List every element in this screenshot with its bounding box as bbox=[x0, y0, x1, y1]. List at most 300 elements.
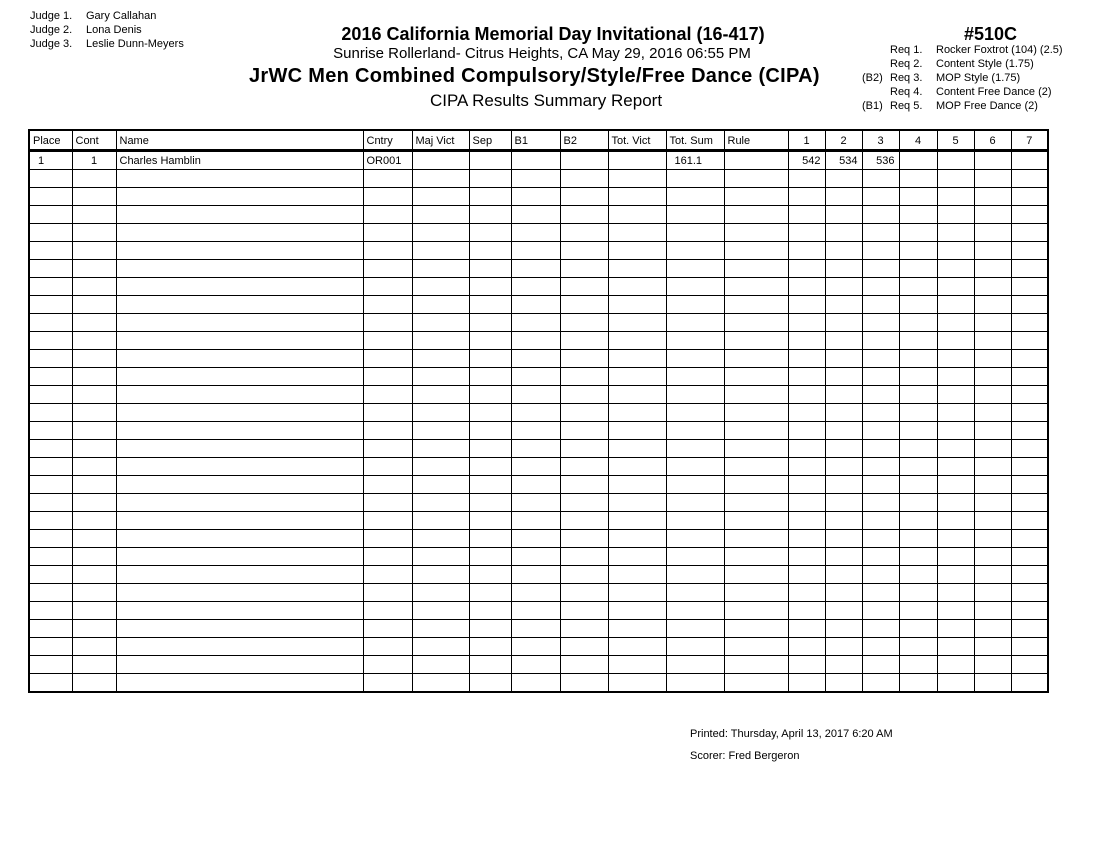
empty-cell bbox=[862, 512, 899, 530]
empty-cell bbox=[724, 512, 788, 530]
empty-cell bbox=[937, 548, 974, 566]
empty-cell bbox=[608, 260, 666, 278]
empty-cell bbox=[825, 422, 862, 440]
empty-cell bbox=[1011, 386, 1048, 404]
empty-cell bbox=[469, 638, 511, 656]
empty-cell bbox=[511, 386, 560, 404]
table-row-empty bbox=[29, 206, 1048, 224]
empty-cell bbox=[724, 350, 788, 368]
cell-sep bbox=[469, 151, 511, 170]
empty-cell bbox=[72, 332, 116, 350]
table-row-empty bbox=[29, 440, 1048, 458]
table-row-empty bbox=[29, 332, 1048, 350]
empty-cell bbox=[1011, 512, 1048, 530]
empty-cell bbox=[412, 494, 469, 512]
empty-cell bbox=[724, 224, 788, 242]
empty-cell bbox=[899, 674, 937, 693]
empty-cell bbox=[72, 422, 116, 440]
empty-cell bbox=[974, 404, 1011, 422]
empty-cell bbox=[412, 188, 469, 206]
empty-cell bbox=[116, 170, 363, 188]
empty-cell bbox=[412, 170, 469, 188]
empty-cell bbox=[412, 548, 469, 566]
empty-cell bbox=[974, 458, 1011, 476]
judge-label: Judge 3. bbox=[30, 38, 73, 50]
empty-cell bbox=[666, 206, 724, 224]
empty-cell bbox=[666, 656, 724, 674]
empty-cell bbox=[116, 404, 363, 422]
empty-cell bbox=[469, 440, 511, 458]
empty-cell bbox=[469, 494, 511, 512]
empty-cell bbox=[363, 224, 412, 242]
empty-cell bbox=[560, 350, 608, 368]
empty-cell bbox=[724, 188, 788, 206]
empty-cell bbox=[608, 548, 666, 566]
empty-cell bbox=[116, 386, 363, 404]
col-name: Name bbox=[116, 130, 363, 151]
table-row-empty bbox=[29, 548, 1048, 566]
empty-cell bbox=[363, 656, 412, 674]
empty-cell bbox=[116, 584, 363, 602]
empty-cell bbox=[974, 350, 1011, 368]
cell-judge-6 bbox=[974, 151, 1011, 170]
empty-cell bbox=[363, 620, 412, 638]
empty-cell bbox=[560, 530, 608, 548]
empty-cell bbox=[899, 656, 937, 674]
empty-cell bbox=[974, 206, 1011, 224]
empty-cell bbox=[788, 476, 825, 494]
empty-cell bbox=[72, 350, 116, 368]
empty-cell bbox=[116, 602, 363, 620]
empty-cell bbox=[862, 170, 899, 188]
empty-cell bbox=[412, 260, 469, 278]
table-row-empty bbox=[29, 296, 1048, 314]
empty-cell bbox=[560, 422, 608, 440]
empty-cell bbox=[724, 332, 788, 350]
empty-cell bbox=[724, 476, 788, 494]
empty-cell bbox=[363, 314, 412, 332]
empty-cell bbox=[724, 584, 788, 602]
empty-cell bbox=[511, 440, 560, 458]
empty-cell bbox=[937, 404, 974, 422]
empty-cell bbox=[511, 242, 560, 260]
empty-cell bbox=[412, 224, 469, 242]
empty-cell bbox=[511, 530, 560, 548]
empty-cell bbox=[937, 314, 974, 332]
empty-cell bbox=[29, 584, 72, 602]
cell-cont: 1 bbox=[72, 151, 116, 170]
empty-cell bbox=[666, 188, 724, 206]
empty-cell bbox=[899, 440, 937, 458]
empty-cell bbox=[788, 638, 825, 656]
empty-cell bbox=[29, 296, 72, 314]
empty-cell bbox=[666, 530, 724, 548]
table-row-empty bbox=[29, 494, 1048, 512]
judge-label: Judge 1. bbox=[30, 10, 73, 22]
empty-cell bbox=[666, 566, 724, 584]
empty-cell bbox=[72, 224, 116, 242]
empty-cell bbox=[560, 476, 608, 494]
empty-cell bbox=[1011, 206, 1048, 224]
empty-cell bbox=[469, 350, 511, 368]
empty-cell bbox=[974, 278, 1011, 296]
empty-cell bbox=[116, 548, 363, 566]
empty-cell bbox=[608, 188, 666, 206]
table-row-empty bbox=[29, 530, 1048, 548]
empty-cell bbox=[116, 458, 363, 476]
empty-cell bbox=[724, 602, 788, 620]
empty-cell bbox=[666, 476, 724, 494]
empty-cell bbox=[363, 566, 412, 584]
req-text: Content Style (1.75) bbox=[936, 58, 1034, 70]
empty-cell bbox=[1011, 242, 1048, 260]
empty-cell bbox=[29, 494, 72, 512]
empty-cell bbox=[937, 458, 974, 476]
empty-cell bbox=[666, 512, 724, 530]
empty-cell bbox=[72, 602, 116, 620]
empty-cell bbox=[862, 296, 899, 314]
table-row-empty bbox=[29, 242, 1048, 260]
empty-cell bbox=[666, 584, 724, 602]
empty-cell bbox=[974, 530, 1011, 548]
empty-cell bbox=[937, 332, 974, 350]
table-row-empty bbox=[29, 350, 1048, 368]
empty-cell bbox=[72, 476, 116, 494]
empty-cell bbox=[363, 530, 412, 548]
empty-cell bbox=[412, 368, 469, 386]
empty-cell bbox=[608, 584, 666, 602]
empty-cell bbox=[825, 566, 862, 584]
empty-cell bbox=[29, 386, 72, 404]
empty-cell bbox=[899, 422, 937, 440]
empty-cell bbox=[469, 656, 511, 674]
empty-cell bbox=[937, 512, 974, 530]
empty-cell bbox=[825, 476, 862, 494]
empty-cell bbox=[511, 548, 560, 566]
table-row-empty bbox=[29, 476, 1048, 494]
empty-cell bbox=[899, 602, 937, 620]
col-judge-6: 6 bbox=[974, 130, 1011, 151]
empty-cell bbox=[72, 260, 116, 278]
empty-cell bbox=[666, 242, 724, 260]
empty-cell bbox=[937, 602, 974, 620]
requirements-list bbox=[862, 43, 1063, 113]
empty-cell bbox=[412, 404, 469, 422]
col-place: Place bbox=[29, 130, 72, 151]
empty-cell bbox=[1011, 530, 1048, 548]
empty-cell bbox=[511, 314, 560, 332]
empty-cell bbox=[825, 512, 862, 530]
empty-cell bbox=[29, 656, 72, 674]
cell-cntry: OR001 bbox=[363, 151, 412, 170]
empty-cell bbox=[72, 530, 116, 548]
empty-cell bbox=[666, 332, 724, 350]
empty-cell bbox=[469, 476, 511, 494]
req-flag: (B1) bbox=[862, 100, 883, 112]
empty-cell bbox=[862, 332, 899, 350]
empty-cell bbox=[825, 224, 862, 242]
empty-cell bbox=[724, 494, 788, 512]
empty-cell bbox=[608, 368, 666, 386]
empty-cell bbox=[788, 404, 825, 422]
empty-cell bbox=[469, 386, 511, 404]
empty-cell bbox=[608, 656, 666, 674]
empty-cell bbox=[608, 170, 666, 188]
empty-cell bbox=[899, 620, 937, 638]
empty-cell bbox=[862, 422, 899, 440]
empty-cell bbox=[974, 368, 1011, 386]
empty-cell bbox=[937, 638, 974, 656]
empty-cell bbox=[412, 314, 469, 332]
results-table bbox=[28, 129, 1049, 693]
empty-cell bbox=[788, 620, 825, 638]
empty-cell bbox=[937, 350, 974, 368]
empty-cell bbox=[72, 170, 116, 188]
empty-cell bbox=[116, 368, 363, 386]
empty-cell bbox=[72, 296, 116, 314]
empty-cell bbox=[862, 350, 899, 368]
empty-cell bbox=[29, 170, 72, 188]
empty-cell bbox=[937, 206, 974, 224]
req-text: MOP Style (1.75) bbox=[936, 72, 1021, 84]
empty-cell bbox=[469, 188, 511, 206]
empty-cell bbox=[974, 242, 1011, 260]
empty-cell bbox=[1011, 620, 1048, 638]
empty-cell bbox=[469, 404, 511, 422]
empty-cell bbox=[469, 206, 511, 224]
empty-cell bbox=[560, 332, 608, 350]
requirement-2 bbox=[862, 57, 1063, 71]
empty-cell bbox=[511, 368, 560, 386]
empty-cell bbox=[608, 404, 666, 422]
table-row-empty bbox=[29, 278, 1048, 296]
col-judge-2: 2 bbox=[825, 130, 862, 151]
empty-cell bbox=[1011, 404, 1048, 422]
empty-cell bbox=[412, 332, 469, 350]
col-judge-1: 1 bbox=[788, 130, 825, 151]
empty-cell bbox=[825, 332, 862, 350]
empty-cell bbox=[724, 674, 788, 693]
empty-cell bbox=[825, 602, 862, 620]
table-row-empty bbox=[29, 170, 1048, 188]
cell-judge-1: 542 bbox=[788, 151, 825, 170]
empty-cell bbox=[899, 206, 937, 224]
empty-cell bbox=[937, 278, 974, 296]
printed-timestamp: Printed: Thursday, April 13, 2017 6:20 AM bbox=[690, 728, 893, 740]
empty-cell bbox=[825, 242, 862, 260]
col-judge-3: 3 bbox=[862, 130, 899, 151]
empty-cell bbox=[608, 350, 666, 368]
empty-cell bbox=[1011, 602, 1048, 620]
empty-cell bbox=[862, 566, 899, 584]
empty-cell bbox=[560, 512, 608, 530]
empty-cell bbox=[412, 566, 469, 584]
empty-cell bbox=[937, 440, 974, 458]
empty-cell bbox=[116, 512, 363, 530]
empty-cell bbox=[937, 674, 974, 693]
empty-cell bbox=[469, 260, 511, 278]
table-row-empty bbox=[29, 422, 1048, 440]
empty-cell bbox=[1011, 458, 1048, 476]
table-row bbox=[29, 151, 1048, 170]
empty-cell bbox=[937, 494, 974, 512]
empty-cell bbox=[899, 494, 937, 512]
empty-cell bbox=[469, 242, 511, 260]
empty-cell bbox=[724, 296, 788, 314]
empty-cell bbox=[825, 260, 862, 278]
empty-cell bbox=[724, 404, 788, 422]
empty-cell bbox=[899, 260, 937, 278]
empty-cell bbox=[363, 368, 412, 386]
empty-cell bbox=[116, 278, 363, 296]
empty-cell bbox=[825, 458, 862, 476]
table-row-empty bbox=[29, 188, 1048, 206]
empty-cell bbox=[899, 278, 937, 296]
empty-cell bbox=[560, 620, 608, 638]
empty-cell bbox=[724, 638, 788, 656]
empty-cell bbox=[862, 458, 899, 476]
empty-cell bbox=[116, 350, 363, 368]
empty-cell bbox=[899, 188, 937, 206]
empty-cell bbox=[608, 296, 666, 314]
empty-cell bbox=[511, 224, 560, 242]
empty-cell bbox=[511, 296, 560, 314]
empty-cell bbox=[608, 386, 666, 404]
empty-cell bbox=[72, 548, 116, 566]
empty-cell bbox=[511, 422, 560, 440]
empty-cell bbox=[724, 440, 788, 458]
empty-cell bbox=[511, 458, 560, 476]
empty-cell bbox=[560, 260, 608, 278]
empty-cell bbox=[666, 440, 724, 458]
empty-cell bbox=[937, 188, 974, 206]
empty-cell bbox=[666, 602, 724, 620]
empty-cell bbox=[560, 566, 608, 584]
empty-cell bbox=[560, 314, 608, 332]
empty-cell bbox=[1011, 350, 1048, 368]
empty-cell bbox=[363, 332, 412, 350]
empty-cell bbox=[412, 476, 469, 494]
empty-cell bbox=[788, 386, 825, 404]
cell-maj-vict bbox=[412, 151, 469, 170]
empty-cell bbox=[29, 314, 72, 332]
empty-cell bbox=[560, 188, 608, 206]
empty-cell bbox=[1011, 224, 1048, 242]
table-row-empty bbox=[29, 386, 1048, 404]
empty-cell bbox=[788, 602, 825, 620]
req-label: Req 3. bbox=[890, 72, 923, 84]
empty-cell bbox=[363, 584, 412, 602]
empty-cell bbox=[363, 170, 412, 188]
empty-cell bbox=[788, 494, 825, 512]
empty-cell bbox=[899, 530, 937, 548]
empty-cell bbox=[788, 278, 825, 296]
empty-cell bbox=[666, 350, 724, 368]
empty-cell bbox=[825, 296, 862, 314]
empty-cell bbox=[363, 350, 412, 368]
empty-cell bbox=[788, 440, 825, 458]
table-row-empty bbox=[29, 674, 1048, 693]
empty-cell bbox=[412, 242, 469, 260]
empty-cell bbox=[666, 638, 724, 656]
requirement-1 bbox=[862, 43, 1063, 57]
empty-cell bbox=[560, 440, 608, 458]
cell-tot-vict bbox=[608, 151, 666, 170]
empty-cell bbox=[1011, 296, 1048, 314]
empty-cell bbox=[608, 674, 666, 693]
empty-cell bbox=[560, 386, 608, 404]
empty-cell bbox=[363, 188, 412, 206]
empty-cell bbox=[974, 260, 1011, 278]
empty-cell bbox=[511, 170, 560, 188]
empty-cell bbox=[937, 170, 974, 188]
empty-cell bbox=[862, 188, 899, 206]
empty-cell bbox=[1011, 170, 1048, 188]
empty-cell bbox=[511, 206, 560, 224]
empty-cell bbox=[788, 296, 825, 314]
empty-cell bbox=[511, 638, 560, 656]
empty-cell bbox=[72, 440, 116, 458]
empty-cell bbox=[511, 332, 560, 350]
empty-cell bbox=[788, 566, 825, 584]
empty-cell bbox=[666, 458, 724, 476]
empty-cell bbox=[788, 422, 825, 440]
empty-cell bbox=[412, 602, 469, 620]
empty-cell bbox=[608, 206, 666, 224]
empty-cell bbox=[116, 494, 363, 512]
empty-cell bbox=[608, 602, 666, 620]
empty-cell bbox=[116, 440, 363, 458]
empty-cell bbox=[666, 494, 724, 512]
empty-cell bbox=[974, 170, 1011, 188]
empty-cell bbox=[363, 242, 412, 260]
empty-cell bbox=[560, 224, 608, 242]
empty-cell bbox=[412, 656, 469, 674]
empty-cell bbox=[560, 242, 608, 260]
empty-cell bbox=[116, 188, 363, 206]
empty-cell bbox=[862, 584, 899, 602]
empty-cell bbox=[825, 440, 862, 458]
empty-cell bbox=[788, 332, 825, 350]
empty-cell bbox=[666, 548, 724, 566]
empty-cell bbox=[937, 422, 974, 440]
empty-cell bbox=[363, 422, 412, 440]
empty-cell bbox=[116, 260, 363, 278]
empty-cell bbox=[29, 530, 72, 548]
venue-date: Sunrise Rollerland- Citrus Heights, CA May 29, 2016 06:55 PM bbox=[333, 45, 751, 62]
empty-cell bbox=[825, 494, 862, 512]
empty-cell bbox=[72, 404, 116, 422]
empty-cell bbox=[937, 584, 974, 602]
empty-cell bbox=[72, 278, 116, 296]
cell-place: 1 bbox=[29, 151, 72, 170]
empty-cell bbox=[29, 278, 72, 296]
empty-cell bbox=[412, 674, 469, 693]
empty-cell bbox=[666, 314, 724, 332]
empty-cell bbox=[937, 242, 974, 260]
empty-cell bbox=[666, 620, 724, 638]
empty-cell bbox=[560, 584, 608, 602]
empty-cell bbox=[862, 260, 899, 278]
empty-cell bbox=[1011, 476, 1048, 494]
empty-cell bbox=[29, 206, 72, 224]
empty-cell bbox=[412, 458, 469, 476]
empty-cell bbox=[1011, 674, 1048, 693]
empty-cell bbox=[412, 278, 469, 296]
col-cont: Cont bbox=[72, 130, 116, 151]
table-row-empty bbox=[29, 458, 1048, 476]
empty-cell bbox=[72, 638, 116, 656]
